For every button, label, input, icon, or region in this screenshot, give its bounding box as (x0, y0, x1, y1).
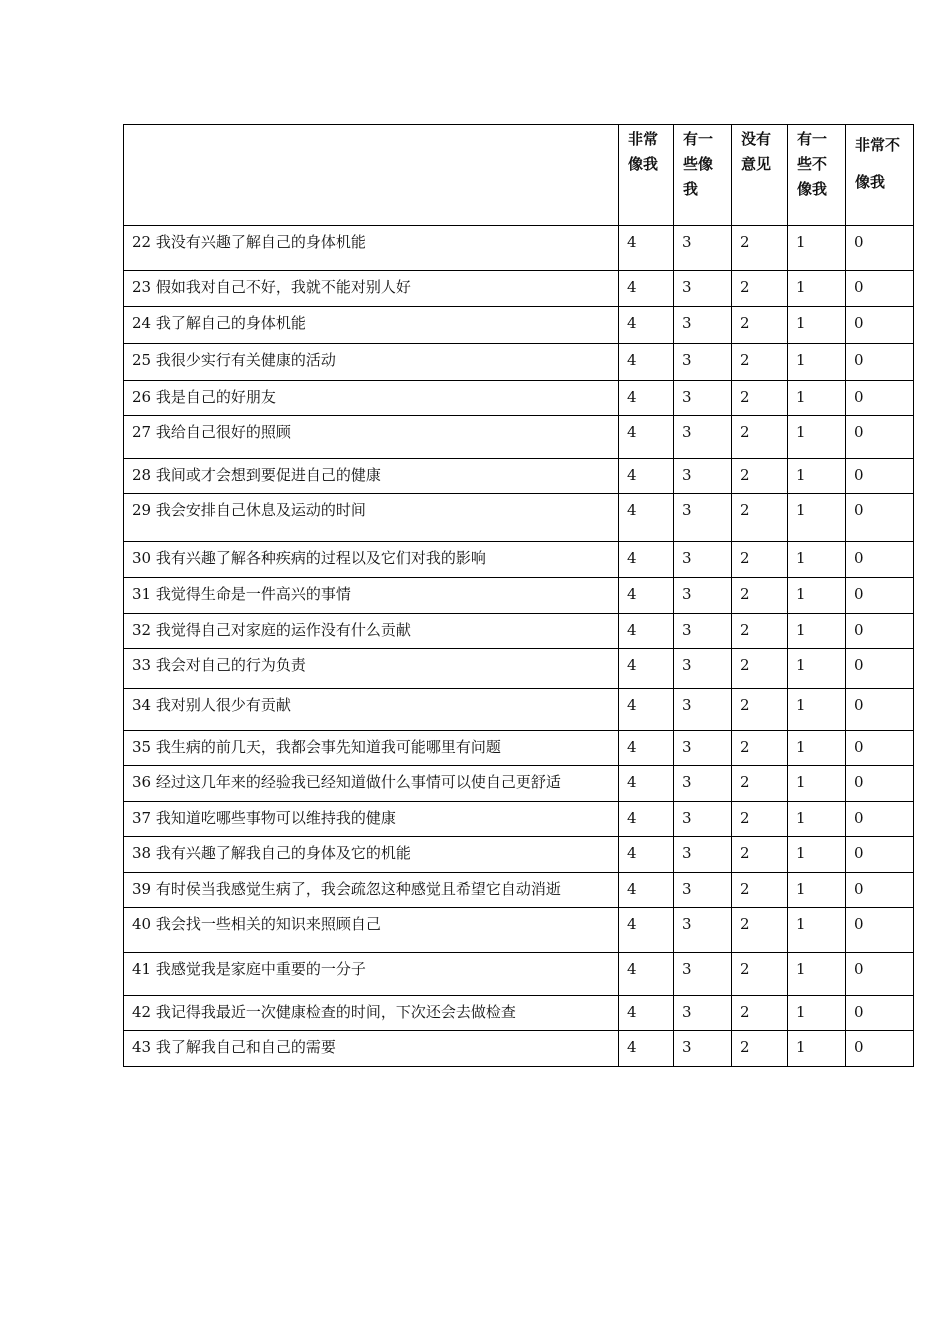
question-text: 31 我觉得生命是一件高兴的事情 (124, 578, 619, 614)
score-cell: 4 (619, 731, 674, 766)
score-cell: 1 (788, 307, 846, 344)
score-cell: 4 (619, 271, 674, 307)
score-cell: 1 (788, 344, 846, 381)
score-cell: 2 (732, 416, 788, 459)
table-row (124, 271, 914, 307)
header-very-unlike-me: 非常不像我 (846, 125, 914, 226)
score-cell: 0 (846, 344, 914, 381)
table-row (124, 381, 914, 416)
score-cell: 1 (788, 908, 846, 953)
score-cell: 2 (732, 873, 788, 908)
header-very-like-me: 非常像我 (619, 125, 674, 226)
score-cell: 1 (788, 837, 846, 873)
score-cell: 3 (674, 542, 732, 578)
score-cell: 2 (732, 381, 788, 416)
score-cell: 3 (674, 1031, 732, 1067)
score-cell: 2 (732, 459, 788, 494)
questionnaire-table (123, 124, 914, 1067)
score-cell: 4 (619, 802, 674, 837)
header-somewhat-like-me: 有一些像我 (674, 125, 732, 226)
table-row (124, 542, 914, 578)
question-text: 32 我觉得自己对家庭的运作没有什么贡献 (124, 614, 619, 649)
score-cell: 4 (619, 307, 674, 344)
score-cell: 2 (732, 614, 788, 649)
score-cell: 4 (619, 953, 674, 996)
table-row (124, 578, 914, 614)
score-cell: 3 (674, 416, 732, 459)
score-cell: 4 (619, 226, 674, 271)
score-cell: 1 (788, 271, 846, 307)
question-text: 33 我会对自己的行为负责 (124, 649, 619, 689)
score-cell: 0 (846, 766, 914, 802)
score-cell: 4 (619, 1031, 674, 1067)
table-row (124, 494, 914, 542)
score-cell: 0 (846, 226, 914, 271)
score-cell: 1 (788, 953, 846, 996)
score-cell: 1 (788, 226, 846, 271)
table-row (124, 731, 914, 766)
score-cell: 4 (619, 649, 674, 689)
score-cell: 4 (619, 542, 674, 578)
score-cell: 0 (846, 908, 914, 953)
score-cell: 1 (788, 542, 846, 578)
question-text: 41 我感觉我是家庭中重要的一分子 (124, 953, 619, 996)
score-cell: 4 (619, 837, 674, 873)
question-text: 22 我没有兴趣了解自己的身体机能 (124, 226, 619, 271)
score-cell: 3 (674, 307, 732, 344)
score-cell: 2 (732, 578, 788, 614)
score-cell: 2 (732, 837, 788, 873)
table-row (124, 416, 914, 459)
score-cell: 4 (619, 873, 674, 908)
score-cell: 1 (788, 731, 846, 766)
score-cell: 0 (846, 953, 914, 996)
score-cell: 4 (619, 766, 674, 802)
question-text: 26 我是自己的好朋友 (124, 381, 619, 416)
header-row (124, 125, 914, 226)
table-row (124, 766, 914, 802)
question-text: 24 我了解自己的身体机能 (124, 307, 619, 344)
score-cell: 2 (732, 494, 788, 542)
score-cell: 0 (846, 381, 914, 416)
question-text: 39 有时侯当我感觉生病了，我会疏忽这种感觉且希望它自动消逝 (124, 873, 619, 908)
table-row (124, 307, 914, 344)
score-cell: 3 (674, 953, 732, 996)
score-cell: 1 (788, 494, 846, 542)
score-cell: 1 (788, 578, 846, 614)
score-cell: 2 (732, 766, 788, 802)
header-somewhat-unlike-me: 有一些不像我 (788, 125, 846, 226)
table-row (124, 1031, 914, 1067)
score-cell: 1 (788, 873, 846, 908)
score-cell: 1 (788, 614, 846, 649)
question-text: 29 我会安排自己休息及运动的时间 (124, 494, 619, 542)
score-cell: 0 (846, 578, 914, 614)
question-text: 36 经过这几年来的经验我已经知道做什么事情可以使自己更舒适 (124, 766, 619, 802)
score-cell: 1 (788, 459, 846, 494)
score-cell: 0 (846, 649, 914, 689)
score-cell: 2 (732, 226, 788, 271)
score-cell: 3 (674, 996, 732, 1031)
score-cell: 2 (732, 649, 788, 689)
score-cell: 0 (846, 459, 914, 494)
table-body (124, 226, 914, 1067)
table-row (124, 908, 914, 953)
score-cell: 4 (619, 996, 674, 1031)
question-text: 23 假如我对自己不好，我就不能对别人好 (124, 271, 619, 307)
score-cell: 4 (619, 381, 674, 416)
question-text: 35 我生病的前几天，我都会事先知道我可能哪里有问题 (124, 731, 619, 766)
score-cell: 3 (674, 802, 732, 837)
score-cell: 0 (846, 271, 914, 307)
question-text: 27 我给自己很好的照顾 (124, 416, 619, 459)
score-cell: 4 (619, 908, 674, 953)
score-cell: 4 (619, 614, 674, 649)
score-cell: 0 (846, 689, 914, 731)
table-row (124, 689, 914, 731)
score-cell: 3 (674, 459, 732, 494)
score-cell: 3 (674, 873, 732, 908)
score-cell: 2 (732, 1031, 788, 1067)
score-cell: 3 (674, 344, 732, 381)
score-cell: 1 (788, 996, 846, 1031)
question-text: 37 我知道吃哪些事物可以维持我的健康 (124, 802, 619, 837)
score-cell: 3 (674, 578, 732, 614)
score-cell: 3 (674, 731, 732, 766)
score-cell: 4 (619, 344, 674, 381)
table-row (124, 614, 914, 649)
score-cell: 0 (846, 1031, 914, 1067)
question-text: 30 我有兴趣了解各种疾病的过程以及它们对我的影响 (124, 542, 619, 578)
score-cell: 4 (619, 689, 674, 731)
score-cell: 4 (619, 578, 674, 614)
score-cell: 2 (732, 996, 788, 1031)
score-cell: 2 (732, 344, 788, 381)
table-row (124, 837, 914, 873)
score-cell: 2 (732, 271, 788, 307)
table-row (124, 802, 914, 837)
score-cell: 3 (674, 649, 732, 689)
score-cell: 0 (846, 731, 914, 766)
score-cell: 3 (674, 381, 732, 416)
table-row (124, 344, 914, 381)
question-text: 25 我很少实行有关健康的活动 (124, 344, 619, 381)
score-cell: 0 (846, 494, 914, 542)
header-no-opinion: 没有意见 (732, 125, 788, 226)
score-cell: 3 (674, 494, 732, 542)
score-cell: 3 (674, 689, 732, 731)
question-text: 40 我会找一些相关的知识来照顾自己 (124, 908, 619, 953)
score-cell: 1 (788, 416, 846, 459)
table-row (124, 873, 914, 908)
score-cell: 1 (788, 381, 846, 416)
score-cell: 0 (846, 307, 914, 344)
score-cell: 1 (788, 689, 846, 731)
score-cell: 2 (732, 307, 788, 344)
question-text: 38 我有兴趣了解我自己的身体及它的机能 (124, 837, 619, 873)
score-cell: 3 (674, 271, 732, 307)
question-text: 28 我间或才会想到要促进自己的健康 (124, 459, 619, 494)
score-cell: 4 (619, 416, 674, 459)
score-cell: 3 (674, 908, 732, 953)
table-row (124, 996, 914, 1031)
score-cell: 2 (732, 689, 788, 731)
question-text: 43 我了解我自己和自己的需要 (124, 1031, 619, 1067)
score-cell: 0 (846, 614, 914, 649)
score-cell: 0 (846, 873, 914, 908)
score-cell: 1 (788, 1031, 846, 1067)
score-cell: 1 (788, 766, 846, 802)
score-cell: 3 (674, 766, 732, 802)
score-cell: 0 (846, 996, 914, 1031)
score-cell: 0 (846, 542, 914, 578)
score-cell: 0 (846, 802, 914, 837)
question-text: 34 我对别人很少有贡献 (124, 689, 619, 731)
table-row (124, 953, 914, 996)
score-cell: 2 (732, 802, 788, 837)
score-cell: 2 (732, 908, 788, 953)
table-row (124, 649, 914, 689)
score-cell: 2 (732, 542, 788, 578)
score-cell: 3 (674, 614, 732, 649)
table-row (124, 459, 914, 494)
score-cell: 1 (788, 802, 846, 837)
score-cell: 3 (674, 226, 732, 271)
question-text: 42 我记得我最近一次健康检查的时间，下次还会去做检查 (124, 996, 619, 1031)
score-cell: 0 (846, 837, 914, 873)
table-row (124, 226, 914, 271)
score-cell: 3 (674, 837, 732, 873)
score-cell: 2 (732, 731, 788, 766)
score-cell: 2 (732, 953, 788, 996)
header-item-cell (124, 125, 619, 226)
score-cell: 4 (619, 494, 674, 542)
score-cell: 0 (846, 416, 914, 459)
score-cell: 1 (788, 649, 846, 689)
score-cell: 4 (619, 459, 674, 494)
